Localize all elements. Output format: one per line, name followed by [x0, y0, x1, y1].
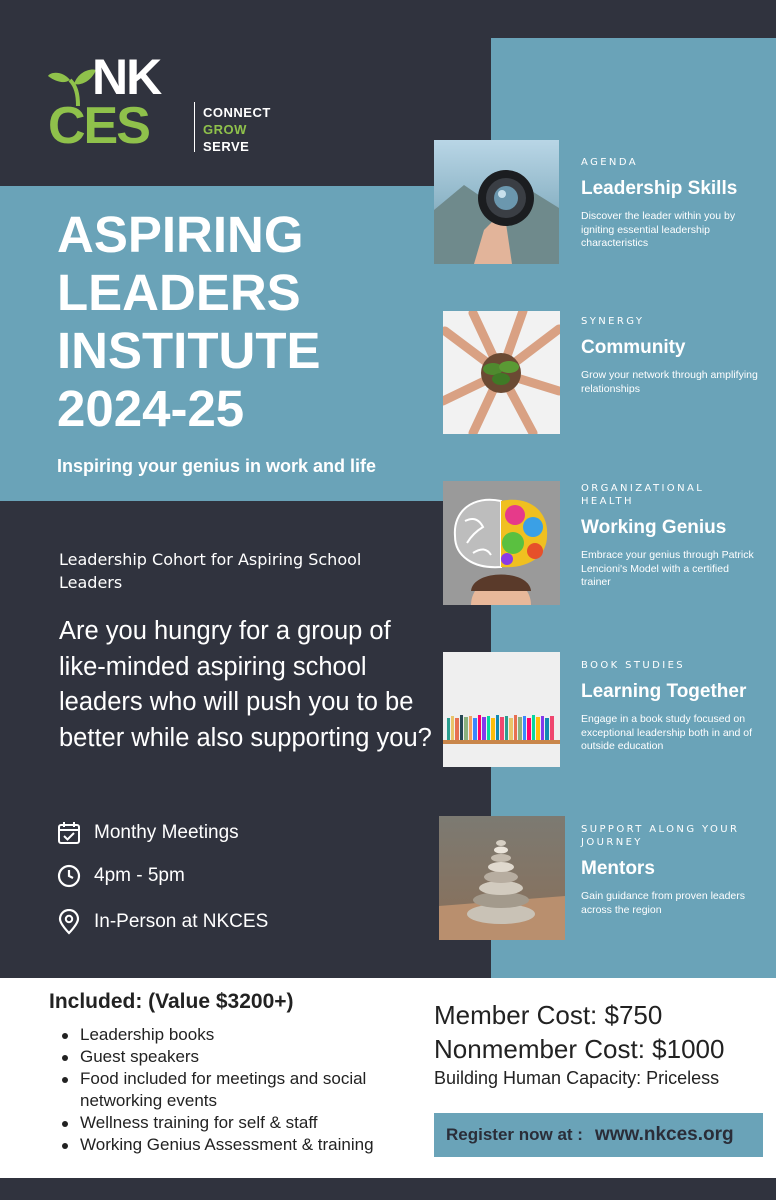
stacked-stones-photo [439, 816, 565, 940]
agenda-item [581, 659, 761, 754]
list-item: Leadership books [60, 1024, 410, 1046]
logo-divider [194, 102, 195, 152]
page-title [57, 206, 477, 438]
title-line: ASPIRING [57, 206, 304, 263]
logo-ces-letters: CES [48, 97, 149, 155]
logo-nk-letters: NK [92, 49, 161, 105]
agenda-title: Learning Together [581, 681, 747, 702]
agenda-title: Working Genius [581, 517, 727, 538]
page-subtitle: Inspiring your genius in work and life [57, 456, 377, 476]
logo-tag-serve: SERVE [203, 139, 250, 154]
agenda-kicker: ORGANIZATIONAL HEALTH [581, 483, 705, 507]
lens-photo [434, 140, 559, 264]
detail-text: 4pm - 5pm [94, 865, 185, 886]
member-cost: Member Cost: $750 [434, 1000, 663, 1030]
capacity-text: Building Human Capacity: Priceless [434, 1068, 720, 1088]
nkces-logo [48, 49, 288, 157]
bookshelf-photo [443, 652, 560, 767]
agenda-item [581, 156, 761, 251]
nonmember-cost: Nonmember Cost: $1000 [434, 1034, 725, 1064]
agenda-description: Grow your network through amplifying relationships [581, 369, 758, 395]
detail-meetings [56, 819, 239, 847]
agenda-item [581, 315, 761, 396]
hands-plant-photo [443, 311, 560, 434]
title-line: 2024-25 [57, 380, 245, 437]
agenda-description: Discover the leader within you by igniting essential leadership characteristics [581, 210, 736, 249]
register-label: Register now at : [446, 1125, 583, 1144]
title-line: LEADERS [57, 264, 301, 321]
register-link[interactable]: www.nkces.org [594, 1124, 734, 1145]
agenda-description: Gain guidance from proven leaders across the region [581, 890, 746, 916]
title-line: INSTITUTE [57, 322, 321, 379]
agenda-title: Community [581, 337, 686, 358]
agenda-kicker: SUPPORT ALONG YOUR JOURNEY [581, 824, 740, 848]
agenda-kicker: BOOK STUDIES [581, 660, 686, 671]
list-item: Food included for meetings and social networking events [60, 1068, 410, 1112]
calendar-check-icon [56, 820, 82, 846]
detail-text: Monthy Meetings [94, 822, 239, 843]
included-list [60, 1024, 410, 1156]
list-item: Wellness training for self & staff [60, 1112, 410, 1134]
logo-tag-grow: GROW [203, 122, 247, 137]
agenda-item [581, 482, 761, 590]
cohort-text: Leadership Cohort for Aspiring School Leaders [59, 550, 362, 592]
agenda-description: Engage in a book study focused on exceptional leadership both in and of outside education [581, 713, 753, 752]
agenda-title: Leadership Skills [581, 178, 738, 199]
included-title: Included: (Value $3200+) [49, 990, 294, 1013]
location-pin-icon [56, 909, 82, 935]
agenda-kicker: AGENDA [581, 157, 638, 168]
agenda-kicker: SYNERGY [581, 316, 645, 327]
list-item: Guest speakers [60, 1046, 410, 1068]
question-text: Are you hungry for a group of like-minded aspiring school leaders who will push you to be better while also supporting you? [59, 617, 432, 752]
detail-time [56, 862, 185, 890]
detail-location [56, 908, 268, 936]
logo-tag-connect: CONNECT [203, 105, 271, 120]
colorful-brain-photo [443, 481, 560, 605]
register-banner[interactable] [434, 1113, 763, 1157]
clock-icon [56, 863, 82, 889]
detail-text: In-Person at NKCES [94, 911, 269, 932]
list-item: Working Genius Assessment & training [60, 1134, 410, 1156]
agenda-description: Embrace your genius through Patrick Lencioni's Model with a certified trainer [581, 549, 754, 588]
agenda-item [581, 823, 761, 917]
agenda-title: Mentors [581, 858, 655, 879]
